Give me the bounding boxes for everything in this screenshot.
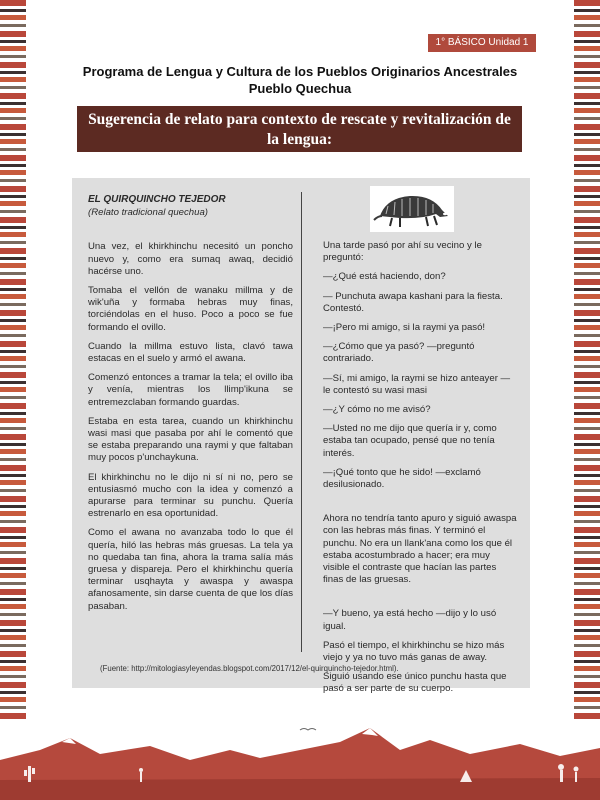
paragraph: Una vez, el khirkhinchu necesitó un poncho nuevo y, como era sumaq awaq, decidió hacérse uno. bbox=[88, 241, 293, 277]
paragraph: Ahora no tendría tanto apuro y siguió awaspa con las hebras más finas. Y terminó el punchu. No era un llank'ana como los que él estaba acostumbrado a hacer; era muy visible el contraste que hacían las partes finas de las gruesas. bbox=[323, 513, 517, 586]
paragraph: El khirkhinchu no le dijo ni sí ni no, pero se entusiasmó mucho con la idea y comenzó a apurarse para terminar su punchu. Quería estrenarlo en esa oportunidad. bbox=[88, 471, 293, 520]
story-title: EL QUIRQUINCHO TEJEDOR bbox=[88, 194, 226, 205]
story-right-column bbox=[323, 240, 518, 703]
story-left-column bbox=[88, 194, 293, 620]
column-divider bbox=[301, 192, 302, 652]
banner-line-2: la lengua: bbox=[266, 131, 333, 148]
andean-landscape-footer bbox=[0, 720, 600, 800]
story-subtitle: (Relato tradicional quechua) bbox=[88, 207, 208, 219]
left-decorative-border bbox=[0, 0, 26, 735]
paragraph: —Usted no me dijo que quería ir y, como estaba tan ocupado, pensé que no tenía interés. bbox=[323, 423, 497, 459]
paragraph: —¡Pero mi amigo, si la raymi ya pasó! bbox=[323, 322, 486, 334]
paragraph: Una tarde pasó por ahí su vecino y le preguntó: bbox=[323, 240, 482, 264]
paragraph: —¡Qué tonto que he sido! —exclamó desilusionado. bbox=[323, 466, 481, 491]
paragraph: — Punchuta awapa kashani para la fiesta. Contestó. bbox=[323, 290, 503, 314]
paragraph: Como el awana no avanzaba todo lo que él quería, hiló las hebras más gruesas. La tela ya no quedaba tan fina, ahora la trama salía más gruesa y dispareja. Pero el khirkhinchu quería terminar usqhayta y awaspa y awaspa afanosamente, sin darse cuenta de que los días pasaban. bbox=[88, 527, 293, 612]
paragraph: —¿Cómo que ya pasó? —preguntó contrariado. bbox=[323, 341, 475, 365]
story-panel bbox=[72, 178, 530, 695]
paragraph: Estaba en esta tarea, cuando un khirkhinchu wasi masi que pasaba por ahí le comentó que se estaba preparando una raymi y que faltaban muy pocos p'unchaykuna. bbox=[88, 415, 293, 464]
armadillo-illustration bbox=[370, 186, 454, 232]
right-decorative-border bbox=[574, 0, 600, 735]
paragraph: Comenzó entonces a tramar la tela; el ovillo iba y venía, mientras los llimp'ikuna se entremezclaban formando guardas. bbox=[88, 372, 293, 408]
paragraph: —¿Y cómo no me avisó? bbox=[323, 404, 431, 416]
source-citation: (Fuente: http://mitologiasyleyendas.blogspot.com/2017/12/el-quirquincho-tejedor.html). bbox=[100, 664, 399, 673]
paragraph: —Sí, mi amigo, la raymi se hizo anteayer — le contestó su wasi masi bbox=[323, 372, 511, 396]
banner-line-1: Sugerencia de relato para contexto de rescate y revitalización de bbox=[88, 111, 511, 128]
grade-unit-badge: 1° BÁSICO Unidad 1 bbox=[428, 34, 536, 52]
paragraph: —Y bueno, ya está hecho —dijo y lo usó igual. bbox=[323, 608, 497, 632]
paragraph: Cuando la millma estuvo lista, clavó tawa estacas en el suelo y armó el awana. bbox=[88, 340, 293, 365]
program-title: Programa de Lengua y Cultura de los Pueblos Originarios Ancestrales bbox=[82, 64, 518, 79]
paragraph: Siguió usando ese único punchu hasta que pasó a ser parte de su cuerpo. bbox=[323, 671, 507, 695]
paragraph: Pasó el tiempo, el khirkhinchu se hizo más viejo y ya no tuvo más ganas de away. bbox=[323, 639, 505, 664]
paragraph: Tomaba el vellón de wanaku millma y de wik'uña y formaba hebras muy finas, torciéndolas en el huso. Poco a poco se fue formando el ovillo. bbox=[88, 285, 293, 333]
section-banner bbox=[77, 106, 522, 152]
people-title: Pueblo Quechua bbox=[248, 81, 352, 96]
paragraph: —¿Qué está haciendo, don? bbox=[323, 271, 446, 283]
